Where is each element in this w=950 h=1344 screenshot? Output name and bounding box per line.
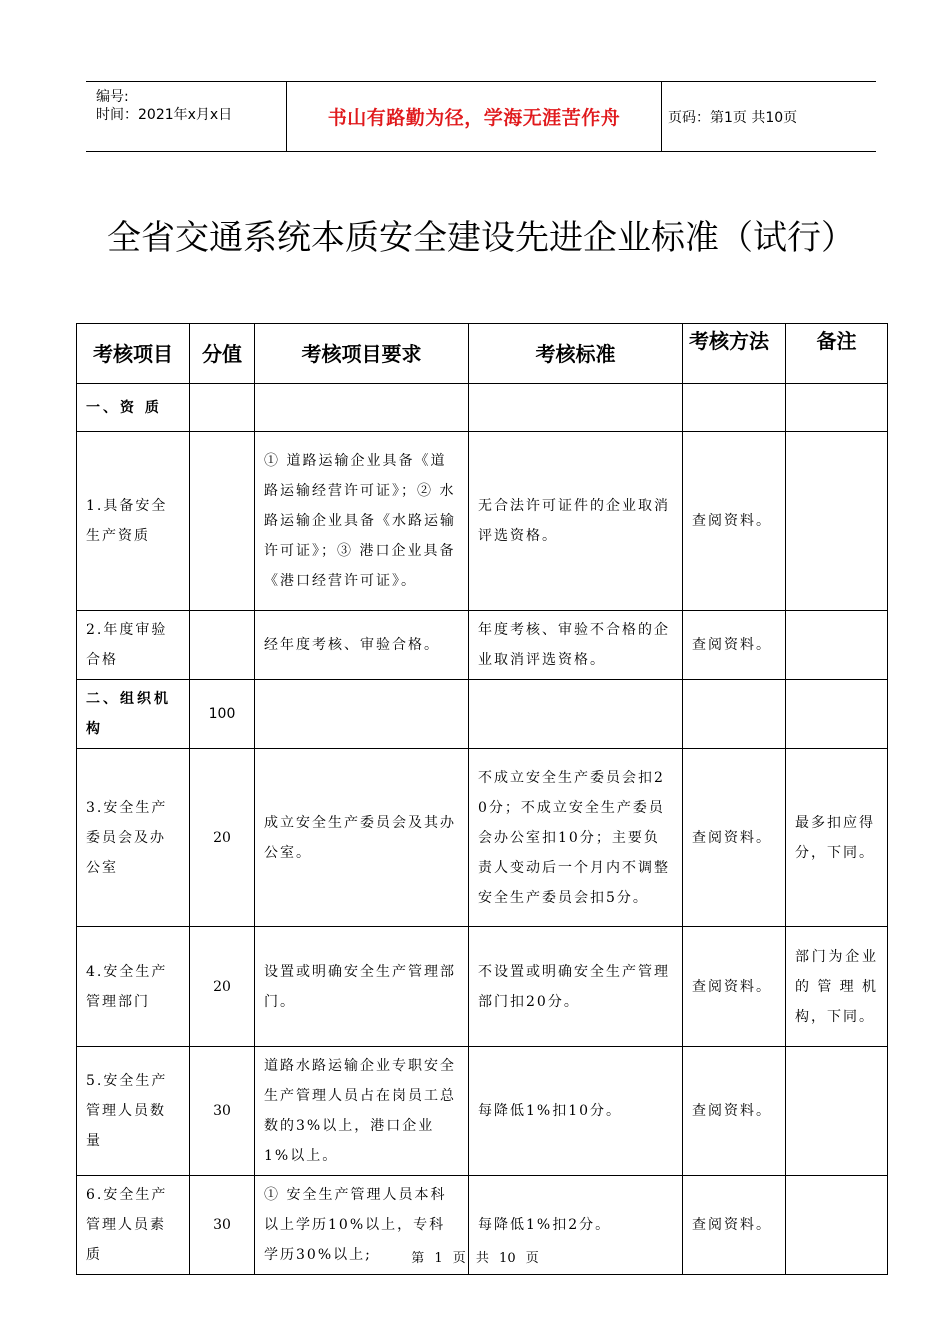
header-item: 考核项目	[77, 324, 190, 384]
row-item: 4.安全生产管理部门	[77, 927, 190, 1047]
row-score: 20	[190, 749, 255, 927]
row-note	[786, 384, 888, 432]
row-requirement: 经年度考核、审验合格。	[255, 611, 469, 680]
row-method: 查阅资料。	[683, 611, 786, 680]
row-score	[190, 611, 255, 680]
table-row	[77, 432, 888, 611]
row-item: 3.安全生产委员会及办公室	[77, 749, 190, 927]
header-score: 分值	[190, 324, 255, 384]
document-number-label: 编号:	[96, 89, 129, 105]
header-motto: 书山有路勤为径，学海无涯苦作舟	[286, 82, 662, 151]
page-footer: 第 1 页 共 10 页	[411, 1251, 539, 1266]
row-note: 最多扣应得分，下同。	[786, 749, 888, 927]
row-standard: 无合法许可证件的企业取消评选资格。	[469, 432, 683, 611]
row-requirement: 道路水路运输企业专职安全生产管理人员占在岗员工总数的3%以上，港口企业1%以上。	[255, 1047, 469, 1176]
row-score	[190, 384, 255, 432]
table-row	[77, 927, 888, 1047]
row-requirement: ① 安全生产管理人员本科以上学历10%以上，专科学历30%以上;	[255, 1176, 469, 1275]
row-standard	[469, 384, 683, 432]
row-standard: 每降低1%扣10分。	[469, 1047, 683, 1176]
document-title: 全省交通系统本质安全建设先进企业标准（试行）	[107, 218, 855, 258]
page-header	[86, 81, 876, 152]
row-note	[786, 680, 888, 749]
row-note	[786, 611, 888, 680]
row-method: 查阅资料。	[683, 1176, 786, 1275]
row-standard: 每降低1%扣2分。	[469, 1176, 683, 1275]
table-row	[77, 384, 888, 432]
header-meta	[86, 82, 286, 151]
row-method: 查阅资料。	[683, 1047, 786, 1176]
row-score	[190, 432, 255, 611]
row-method	[683, 680, 786, 749]
document-time-label: 时间：2021年x月x日	[96, 107, 233, 123]
row-item: 一、资 质	[77, 384, 190, 432]
row-requirement	[255, 680, 469, 749]
row-standard: 年度考核、审验不合格的企业取消评选资格。	[469, 611, 683, 680]
table-row	[77, 1047, 888, 1176]
assessment-table	[76, 323, 888, 1275]
row-standard: 不成立安全生产委员会扣20分；不成立安全生产委员会办公室扣10分；主要负责人变动后一个月内不调整安全生产委员会扣5分。	[469, 749, 683, 927]
row-method: 查阅资料。	[683, 927, 786, 1047]
row-item: 二、组织机构	[77, 680, 190, 749]
row-item: 1.具备安全生产资质	[77, 432, 190, 611]
table-header-row	[77, 324, 888, 384]
header-standard: 考核标准	[469, 324, 683, 384]
row-score: 20	[190, 927, 255, 1047]
row-requirement: ① 道路运输企业具备《道路运输经营许可证》；② 水路运输企业具备《水路运输许可证》；③ 港口企业具备《港口经营许可证》。	[255, 432, 469, 611]
row-score: 30	[190, 1047, 255, 1176]
row-item: 5.安全生产管理人员数量	[77, 1047, 190, 1176]
row-item: 6.安全生产管理人员素质	[77, 1176, 190, 1275]
row-score: 30	[190, 1176, 255, 1275]
header-page-label: 页码：第1页 共10页	[668, 109, 798, 126]
row-note	[786, 1047, 888, 1176]
row-note	[786, 432, 888, 611]
row-standard: 不设置或明确安全生产管理部门扣20分。	[469, 927, 683, 1047]
row-requirement: 成立安全生产委员会及其办公室。	[255, 749, 469, 927]
header-method: 考核方法	[683, 324, 786, 384]
table-row	[77, 680, 888, 749]
table-row	[77, 611, 888, 680]
row-requirement: 设置或明确安全生产管理部门。	[255, 927, 469, 1047]
row-score: 100	[190, 680, 255, 749]
row-requirement	[255, 384, 469, 432]
row-method: 查阅资料。	[683, 749, 786, 927]
row-standard	[469, 680, 683, 749]
header-requirement: 考核项目要求	[255, 324, 469, 384]
row-method: 查阅资料。	[683, 432, 786, 611]
table-row	[77, 749, 888, 927]
row-note: 部门为企业的管理机构，下同。	[786, 927, 888, 1047]
row-method	[683, 384, 786, 432]
header-note: 备注	[786, 324, 888, 384]
row-item: 2.年度审验合格	[77, 611, 190, 680]
